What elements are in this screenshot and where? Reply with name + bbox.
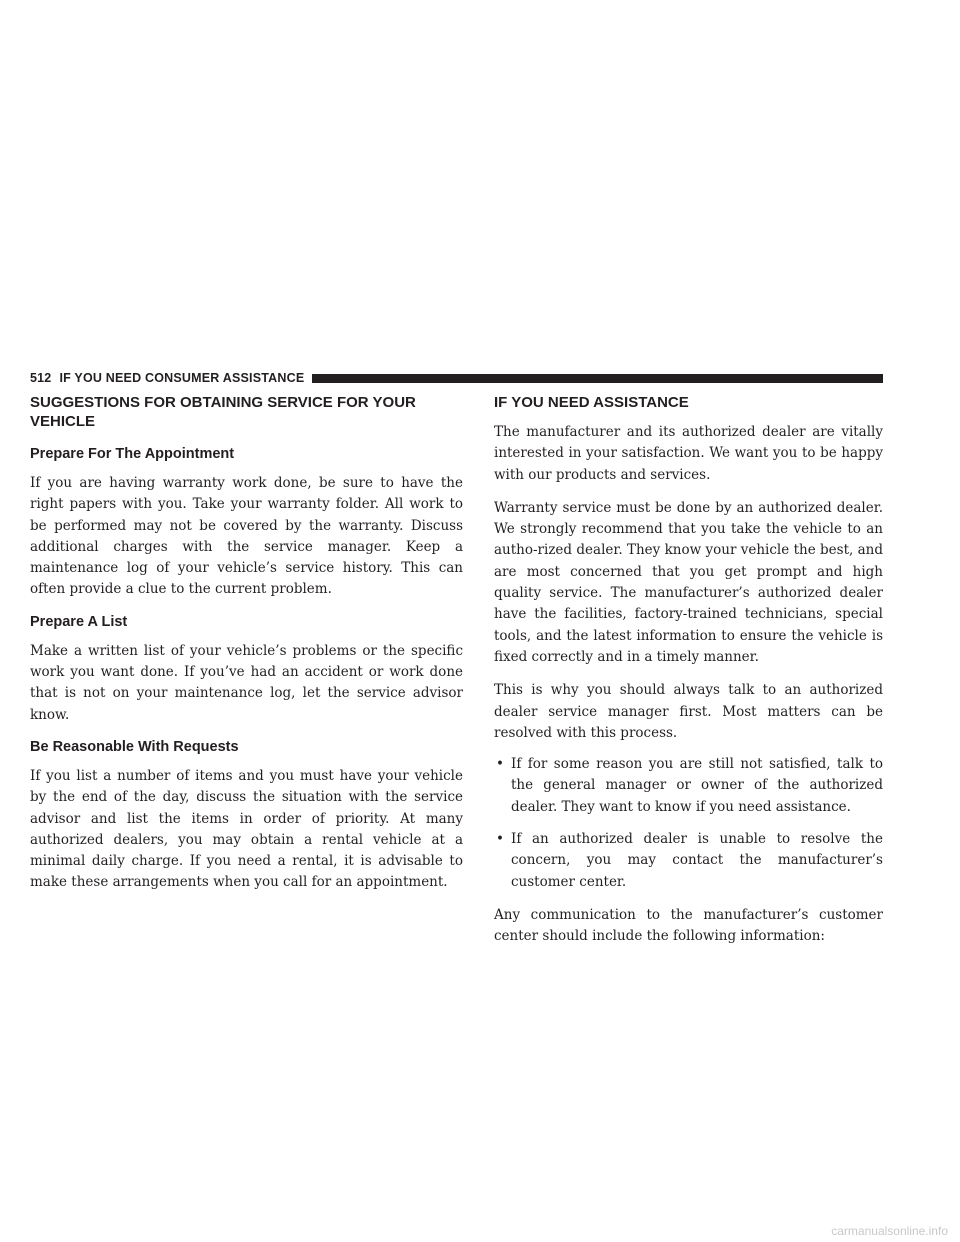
subheading-prepare-list: Prepare A List (30, 613, 128, 630)
bullet-text: If for some reason you are still not satisfied, talk to the general manager or owner of the authorized dealer. They want to know if you need assistance. (511, 756, 883, 815)
paragraph-satisfaction: The manufacturer and its authorized dealer are vitally interested in your satisfaction. We want you to be happy with our products and services. (494, 424, 883, 483)
bullet-icon: • (496, 756, 504, 773)
watermark-link[interactable]: carmanualsonline.info (831, 1224, 948, 1238)
header-rule (312, 374, 883, 383)
running-section-title: IF YOU NEED CONSUMER ASSISTANCE (59, 371, 305, 385)
subheading-prepare-appointment: Prepare For The Appointment (30, 446, 235, 462)
section-heading-service: SUGGESTIONS FOR OBTAINING SERVICE FOR YOUR VEHICLE (30, 394, 416, 430)
paragraph-reasonable-requests: If you list a number of items and you must have your vehicle by the end of the day, discuss the situation with the service advisor and list the items in order of priority. At many authorized dealers, you may obtain a rental vehicle at a minimal daily charge. If you need a rental, it is advisable to make these arrangements when you call for an appointment. (30, 767, 463, 891)
assistance-bullet-list (494, 754, 883, 893)
paragraph-warranty-service: Warranty service must be done by an authorized dealer. We strongly recommend that you take the vehicle to an autho-rized dealer. They know your vehicle the best, and are most concerned that you get prompt and high quality service. The manufacturer’s authorized dealer have the facilities, factory-trained technicians, special tools, and the latest information to ensure the vehicle is fixed correctly and in a timely manner. (494, 499, 883, 665)
page-header (30, 369, 883, 387)
page-number: 512 (30, 371, 52, 385)
paragraph-prepare-list: Make a written list of your vehicle’s problems or the specific work you want done. If you’ve had an accident or work done that is not on your maintenance log, let the service advisor know. (30, 642, 463, 723)
subheading-reasonable-requests: Be Reasonable With Requests (30, 738, 239, 755)
paragraph-communication: Any communication to the manufacturer’s customer center should include the following information: (494, 906, 883, 945)
right-column (494, 393, 883, 960)
list-item (494, 829, 883, 893)
bullet-text: If an authorized dealer is unable to resolve the concern, you may contact the manufacturer’s customer center. (511, 831, 883, 890)
bullet-icon: • (496, 831, 504, 848)
left-column (30, 393, 463, 906)
paragraph-service-manager: This is why you should always talk to an authorized dealer service manager first. Most matters can be resolved with this process. (494, 682, 883, 741)
paragraph-prepare-appointment: If you are having warranty work done, be sure to have the right papers with you. Take your warranty folder. All work to be performed may not be covered by the warranty. Discuss additional charges with the service manager. Keep a maintenance log of your vehicle’s service history. This can often provide a clue to the current problem. (30, 475, 463, 598)
section-heading-assistance: IF YOU NEED ASSISTANCE (494, 394, 689, 411)
list-item (494, 754, 883, 818)
